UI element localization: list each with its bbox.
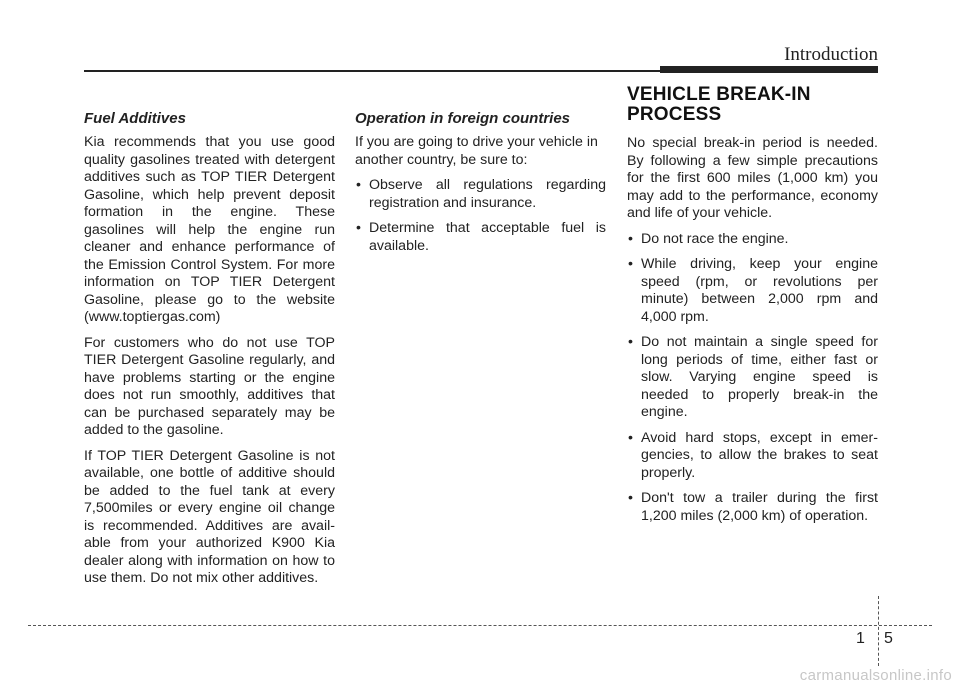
header-rule xyxy=(84,70,664,72)
list-item: • While driving, keep your engine speed (rpm, or revolutions per minute) between 2,000 rpm and 4,000 rpm. xyxy=(627,256,878,326)
fuel-additives-section xyxy=(84,110,335,596)
list-item: • Observe all regulations regarding registration and insurance. xyxy=(355,177,606,212)
fuel-additives-paragraph: If TOP TIER Detergent Gasoline is not available, one bottle of additive should be added to the fuel tank at every 7,500miles or every engine oil change is recommended. Additives are available from your authorized K900 Kia dealer along with information on how to use them. Do not mix other additives. xyxy=(84,447,335,586)
list-item: • Do not maintain a single speed for long periods of time, either fast or slow. Varying engine speed is needed to properly break-in the engine. xyxy=(627,334,878,422)
fuel-additives-heading: Fuel Additives xyxy=(84,110,186,127)
break-in-heading-line: VEHICLE BREAK-IN xyxy=(627,84,811,105)
page-number: 5 xyxy=(884,630,893,647)
page-header-title: Introduction xyxy=(784,44,878,65)
break-in-heading xyxy=(627,85,847,125)
break-in-section xyxy=(627,135,878,533)
list-item: • Don't tow a trailer during the first 1,200 miles (2,000 km) of operation. xyxy=(627,490,878,525)
break-in-list xyxy=(627,231,878,526)
fuel-additives-paragraph: Kia recommends that you use good quality gasolines treated with detergent additives such as TOP TIER Detergent Gasoline, which help prevent deposit formation in the engine. These gasolines will help the engine run cleaner and enhance performance of the Emission Control System. For more information on TOP TIER Detergent Gasoline, please go to the website (www.toptiergas.com) xyxy=(84,134,335,325)
chapter-number: 1 xyxy=(856,630,865,647)
list-item: • Avoid hard stops, except in emergencies, to allow the brakes to seat properly. xyxy=(627,430,878,483)
fuel-additives-paragraph: For customers who do not use TOP TIER Detergent Gasoline regularly, and have problems starting or the engine does not run smoothly, additives that can be purchased separately may be added to the gasoline. xyxy=(84,334,335,438)
page-number-divider xyxy=(878,596,879,666)
break-in-intro: No special break-in period is needed. By following a few simple precautions for the first 600 miles (1,000 km) you may add to the performance, economy and life of your vehicle. xyxy=(627,135,878,221)
list-item: • Do not race the engine. xyxy=(627,231,878,249)
foreign-operation-list xyxy=(355,177,606,255)
foreign-operation-heading: Operation in foreign countries xyxy=(355,110,571,127)
watermark: carmanualsonline.info xyxy=(799,667,952,684)
footer-divider xyxy=(28,625,932,626)
header-rule-accent xyxy=(660,66,878,73)
foreign-operation-intro: If you are going to drive your vehicle in another country, be sure to: xyxy=(355,134,598,168)
foreign-operation-section xyxy=(355,110,606,263)
list-item: • Determine that acceptable fuel is available. xyxy=(355,220,606,255)
break-in-heading-line: PROCESS xyxy=(627,104,722,125)
